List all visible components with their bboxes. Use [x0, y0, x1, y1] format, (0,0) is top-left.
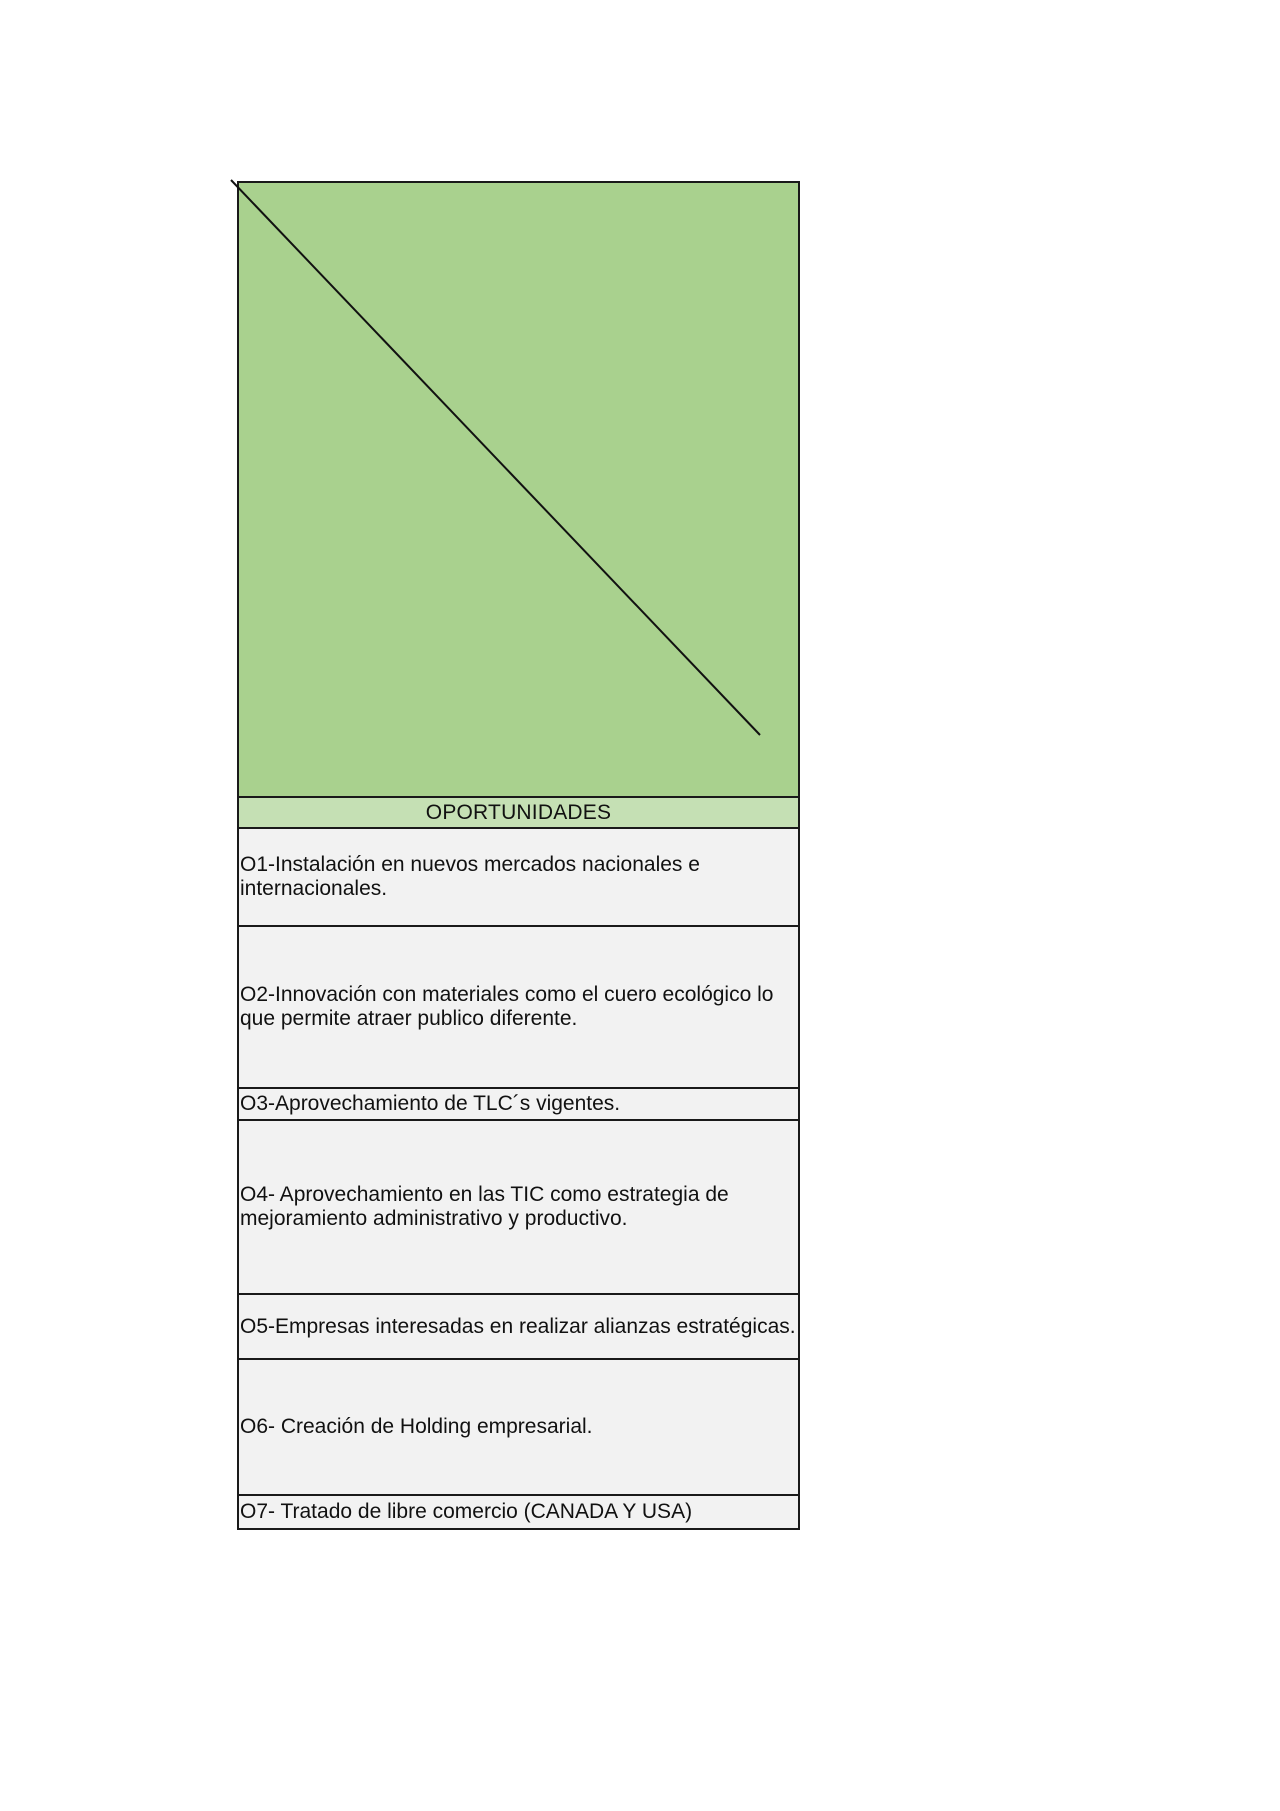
- opportunity-row: [239, 1295, 798, 1360]
- opportunity-row: [239, 1360, 798, 1496]
- opportunity-row: [239, 927, 798, 1089]
- opportunity-row: [239, 1121, 798, 1295]
- opportunity-text: O5-Empresas interesadas en realizar alianzas estratégicas.: [240, 1314, 796, 1338]
- opportunity-row: [239, 829, 798, 927]
- opportunity-text: O7- Tratado de libre comercio (CANADA Y USA): [240, 1500, 693, 1523]
- opportunities-header: OPORTUNIDADES: [239, 798, 798, 829]
- opportunity-text: O3-Aprovechamiento de TLC´s vigentes.: [240, 1092, 621, 1115]
- opportunity-text: O1-Instalación en nuevos mercados nacionales e internacionales.: [240, 853, 700, 900]
- opportunity-text: O4- Aprovechamiento en las TIC como estrategia de mejoramiento administrativo y productivo.: [240, 1183, 729, 1230]
- opportunity-row: [239, 1089, 798, 1121]
- empty-corner-cell: [239, 183, 798, 798]
- opportunity-text: O6- Creación de Holding empresarial.: [240, 1415, 593, 1438]
- diagonal-line: [231, 180, 806, 740]
- opportunity-row: [239, 1496, 798, 1528]
- opportunity-text: O2-Innovación con materiales como el cuero ecológico lo que permite atraer publico diferente.: [240, 983, 774, 1030]
- swot-opportunities-table: [237, 181, 800, 1530]
